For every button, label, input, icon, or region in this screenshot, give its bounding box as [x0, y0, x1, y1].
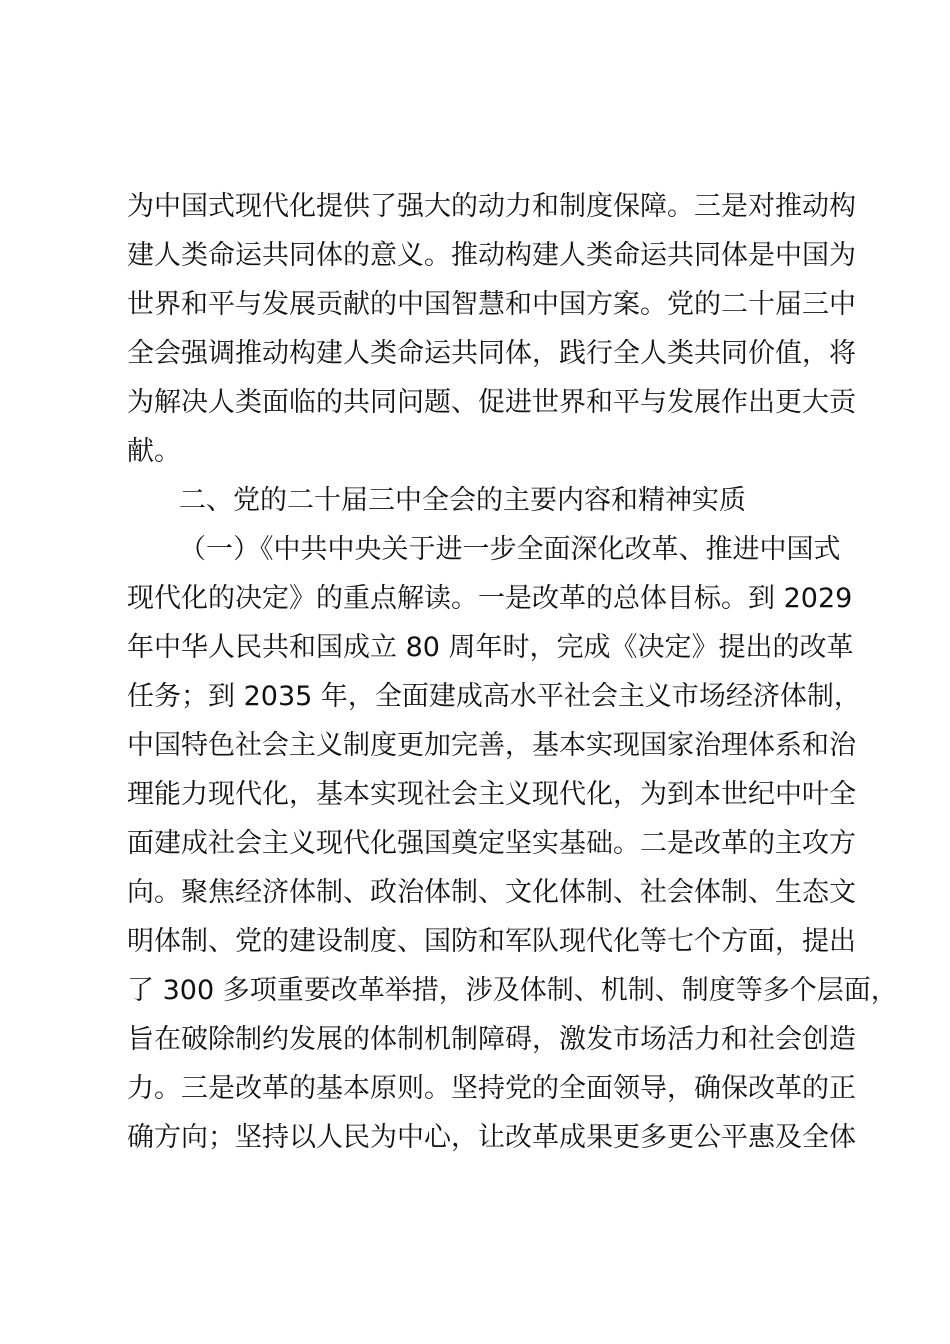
- document-body: [127, 182, 898, 1162]
- body-text-line: 年中华人民共和国成立 80 周年时，完成《决定》提出的改革: [127, 632, 854, 663]
- body-text-line: 世界和平与发展贡献的中国智慧和中国方案。党的二十届三中: [127, 289, 856, 320]
- body-text-line: 明体制、党的建设制度、国防和军队现代化等七个方面，提出: [127, 926, 856, 957]
- body-text-line: 确方向；坚持以人民为中心，让改革成果更多更公平惠及全体: [127, 1122, 856, 1153]
- body-text-line: 了 300 多项重要改革举措，涉及体制、机制、制度等多个层面，: [127, 975, 898, 1006]
- body-text-line: 任务；到 2035 年，全面建成高水平社会主义市场经济体制，: [127, 681, 861, 712]
- body-text-line: 中国特色社会主义制度更加完善，基本实现国家治理体系和治: [127, 730, 856, 761]
- body-text-line: 为解决人类面临的共同问题、促进世界和平与发展作出更大贡: [127, 387, 856, 418]
- subsection-heading-line: （一）《中共中央关于进一步全面深化改革、推进中国式: [179, 534, 841, 565]
- body-text-line: 献。: [127, 436, 181, 467]
- body-text-line: 建人类命运共同体的意义。推动构建人类命运共同体是中国为: [127, 240, 856, 271]
- body-text-line: 力。三是改革的基本原则。坚持党的全面领导，确保改革的正: [127, 1073, 856, 1104]
- body-text-line: 为中国式现代化提供了强大的动力和制度保障。三是对推动构: [127, 191, 856, 222]
- body-text-line: 理能力现代化，基本实现社会主义现代化，为到本世纪中叶全: [127, 779, 856, 810]
- body-text-line: 全会强调推动构建人类命运共同体，践行全人类共同价值，将: [127, 338, 856, 369]
- section-heading: 二、党的二十届三中全会的主要内容和精神实质: [179, 485, 746, 516]
- body-text-line: 面建成社会主义现代化强国奠定坚实基础。二是改革的主攻方: [127, 828, 856, 859]
- body-text-line: 旨在破除制约发展的体制机制障碍，激发市场活力和社会创造: [127, 1024, 856, 1055]
- body-text-line: 现代化的决定》的重点解读。一是改革的总体目标。到 2029: [127, 583, 853, 614]
- body-text-line: 向。聚焦经济体制、政治体制、文化体制、社会体制、生态文: [127, 877, 856, 908]
